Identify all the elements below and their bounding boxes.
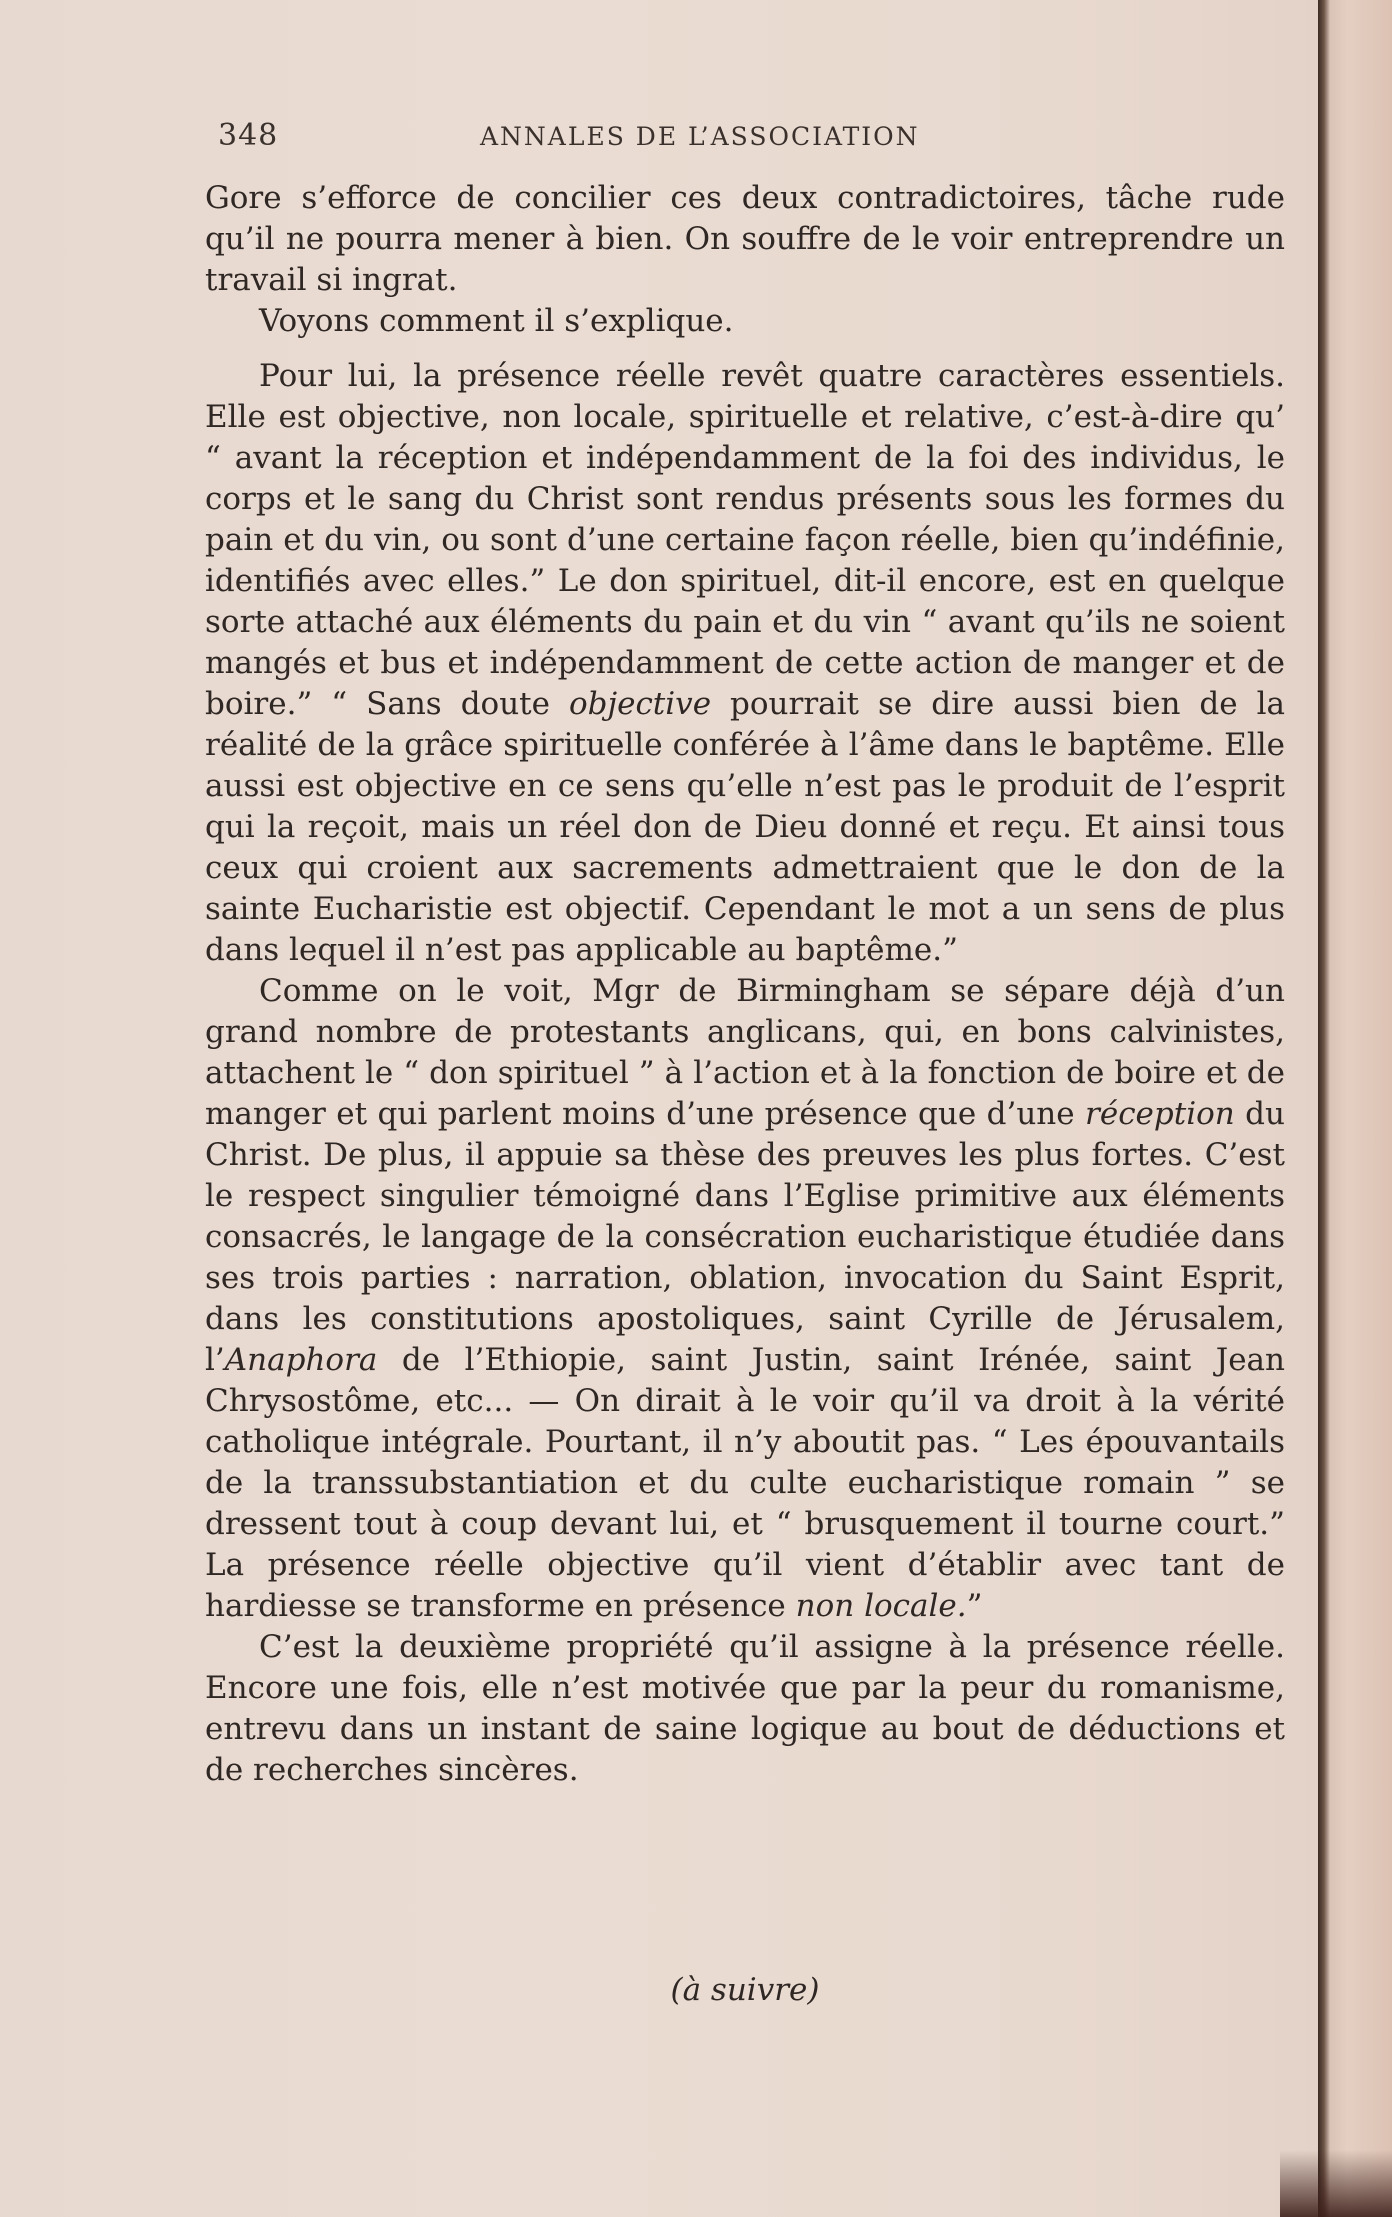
italic-text: non locale. [795,1588,967,1624]
italic-text: réception [1085,1096,1235,1132]
running-title: ANNALES DE L’ASSOCIATION [480,122,920,151]
text-run: Gore s’efforce de concilier ces deux contradictoires, tâche rude qu’il ne pourra mener à bien. On souffre de le voir entreprendre un travail si ingrat. [205,180,1285,298]
text-run: Pour lui, la présence réelle revêt quatre caractères essentiels. Elle est objective, non locale, spirituelle et relative, c’est-à-dire qu’ “ avant la réception et indépendamment de la foi des individus, le corps et le sang du Christ sont rendus présents sous les formes du pain et du vin, ou sont d’une certaine façon réelle, bien qu’indéfinie, identifiés avec elles.” Le don spirituel, dit-il encore, est en quelque sorte attaché aux éléments du pain et du vin “ avant qu’ils ne soient mangés et bus et indépendamment de cette action de manger et de boire.” “ Sans doute [205,358,1285,722]
text-run: Voyons comment il s’explique. [259,303,734,339]
paragraph [205,1627,1285,1791]
paragraph [205,301,1285,342]
italic-text: objective [568,686,712,722]
text-run: de l’Ethiopie, saint Justin, saint Irénée, saint Jean Chrysostôme, etc... — On dirait à le voir qu’il va droit à la vérité catholique intégrale. Pourtant, il n’y aboutit pas. “ Les épouvantails de la transsubstantiation et du culte eucharistique romain ” se dressent tout à coup devant lui, et “ brusquement il tourne court.” La présence réelle objective qu’il vient d’établir avec tant de hardiesse se transforme en présence [205,1342,1285,1624]
italic-text: Anaphora [224,1342,378,1378]
page-header [218,118,1283,162]
paragraph [205,356,1285,971]
text-run: du Christ. De plus, il appuie sa thèse des preuves les plus fortes. C’est le respect singulier témoigné dans l’Eglise primitive aux éléments consacrés, le langage de la consécration eucharistique étudiée dans ses trois parties : narration, oblation, invocation du Saint Esprit, dans les constitutions apostoliques, saint Cyrille de Jérusalem, l’ [205,1096,1285,1378]
paragraph [205,971,1285,1627]
text-run: pourrait se dire aussi bien de la réalité de la grâce spirituelle conférée à l’âme dans le baptême. Elle aussi est objective en ce sens qu’elle n’est pas le produit de l’esprit qui la reçoit, mais un réel don de Dieu donné et reçu. Et ainsi tous ceux qui croient aux sacrements admettraient que le don de la sainte Eucharistie est objectif. Cependant le mot a un sens de plus dans lequel il n’est pas applicable au baptême.” [205,686,1285,968]
paragraph [205,178,1285,301]
text-run: Comme on le voit, Mgr de Birmingham se sépare déjà d’un grand nombre de protestants anglicans, qui, en bons calvinistes, attachent le “ don spirituel ” à l’action et à la fonction de boire et de manger et qui parlent moins d’une présence que d’une [205,973,1285,1132]
page-edge [1318,0,1392,2217]
continuation-note: (à suivre) [670,1972,820,2008]
text-run: C’est la deuxième propriété qu’il assigne à la présence réelle. Encore une fois, elle n’est motivée que par la peur du romanisme, entrevu dans un instant de saine logique au bout de déductions et de recherches sincères. [205,1629,1285,1788]
page-number: 348 [218,118,279,153]
text-run: ” [966,1588,983,1624]
binding-shadow [1280,2150,1392,2217]
body-text [205,178,1285,1791]
